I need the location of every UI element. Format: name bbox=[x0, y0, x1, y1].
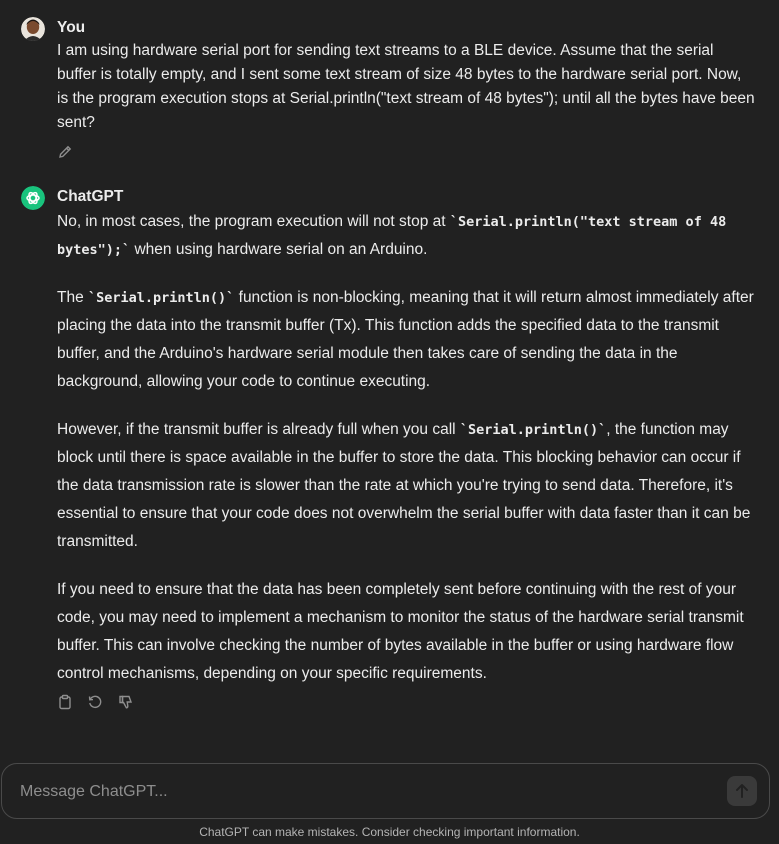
regenerate-icon[interactable] bbox=[87, 694, 105, 712]
send-button[interactable] bbox=[727, 776, 757, 806]
assistant-actions bbox=[57, 694, 144, 712]
assistant-message bbox=[21, 186, 755, 726]
inline-code: `Serial.println()` bbox=[459, 422, 607, 438]
user-message-body bbox=[57, 39, 755, 135]
paragraph-2-text-b: function is non-blocking, meaning that it will return almost immediately after placing the data into the transmit buffer (Tx). This function adds the specified data to the transmit buffer, and the Arduino's hardware serial module then takes care of sending the data in the background, allowing your code to continue executing. bbox=[57, 289, 754, 390]
inline-code: `Serial.println("text stream of 48 bytes");` bbox=[57, 214, 727, 258]
paragraph-1-text-a: No, in most cases, the program execution will not stop at bbox=[57, 213, 450, 230]
edit-icon[interactable] bbox=[57, 144, 75, 162]
disclaimer-text: ChatGPT can make mistakes. Consider checking important information. bbox=[199, 825, 580, 839]
chatgpt-logo-icon bbox=[21, 186, 45, 210]
paragraph-4: If you need to ensure that the data has been completely sent before continuing with the rest of your code, you may need to implement a mechanism to monitor the status of the hardware serial transmit buffer. This can involve checking the number of bytes available in the buffer or using hardware flow control mechanisms, depending on your specific requirements. bbox=[57, 581, 744, 682]
message-input[interactable] bbox=[18, 778, 702, 806]
paragraph-2-text-a: The bbox=[57, 289, 89, 306]
message-composer bbox=[1, 763, 770, 819]
arrow-up-icon bbox=[727, 776, 757, 806]
paragraph-2 bbox=[57, 284, 755, 396]
paragraph-3-text-b: , the function may block until there is space available in the buffer to store the data. This blocking behavior can occur if the data transmission rate is slower than the rate at which you're trying to send data. Therefore, it's essential to ensure that your code does not overwhelm the serial buffer with data faster than it can be transmitted. bbox=[57, 421, 751, 550]
inline-code: `Serial.println()` bbox=[88, 290, 235, 306]
paragraph-3 bbox=[57, 416, 755, 556]
user-message bbox=[21, 17, 755, 167]
copy-icon[interactable] bbox=[57, 694, 75, 712]
user-avatar bbox=[21, 17, 45, 41]
user-message-text: I am using hardware serial port for sending text streams to a BLE device. Assume that the serial buffer is totally empty, and I sent some text stream of size 48 bytes to the hardware serial port. Now, is the program execution stops at Serial.println("text stream of 48 bytes"); until all the bytes have been sent? bbox=[57, 42, 755, 131]
user-author-name: You bbox=[57, 19, 86, 36]
assistant-author-name: ChatGPT bbox=[57, 188, 124, 205]
thumbs-down-icon[interactable] bbox=[118, 694, 136, 712]
user-actions bbox=[57, 144, 83, 162]
paragraph-1-text-b: when using hardware serial on an Arduino. bbox=[130, 241, 428, 258]
paragraph-1 bbox=[57, 208, 755, 264]
assistant-message-body bbox=[57, 208, 755, 708]
paragraph-3-text-a: However, if the transmit buffer is already full when you call bbox=[57, 421, 460, 438]
